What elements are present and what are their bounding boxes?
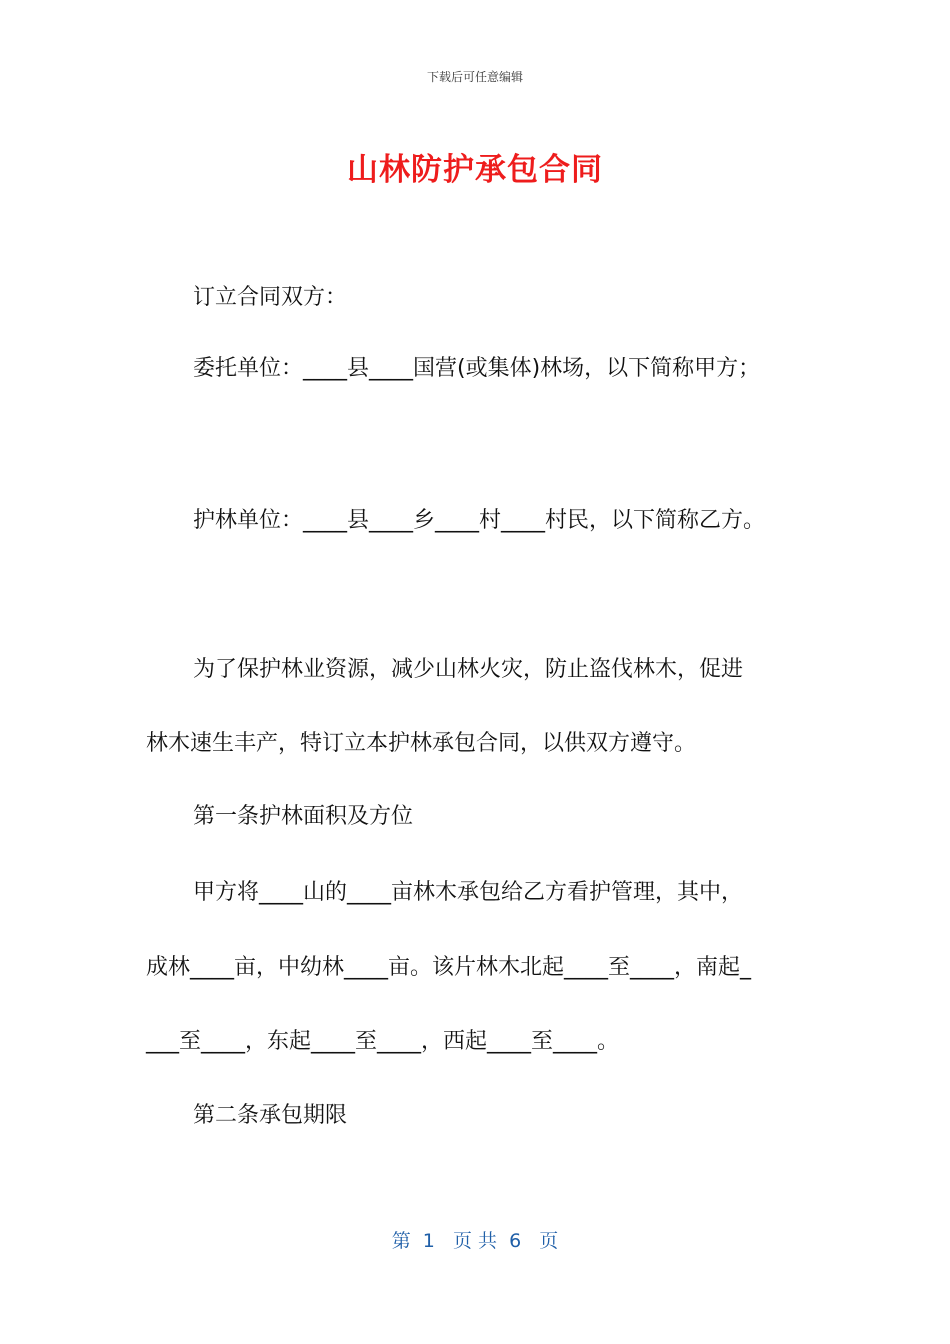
header-note: 下载后可任意编辑	[426, 70, 523, 84]
party-a-line: 委托单位：____县____国营(或集体)林场，以下简称甲方；	[193, 356, 761, 381]
document-title: 山林防护承包合同	[347, 152, 603, 188]
article-one-line-3: ___至____，东起____至____，西起____至____。	[146, 1029, 620, 1054]
article-one-line-2: 成林____亩，中幼林____亩。该片林木北起____至____，南起_	[146, 955, 752, 980]
party-b-line: 护林单位：____县____乡____村____村民，以下简称乙方。	[193, 508, 766, 533]
article-two-heading: 第二条承包期限	[193, 1103, 348, 1128]
article-one-heading: 第一条护林面积及方位	[193, 804, 414, 829]
contract-parties-heading: 订立合同双方：	[193, 285, 348, 310]
article-one-line-1: 甲方将____山的____亩林木承包给乙方看护管理，其中，	[193, 880, 744, 905]
page-footer: 第 1 页 共 6 页	[391, 1230, 559, 1252]
purpose-paragraph-line-2: 林木速生丰产，特订立本护林承包合同，以供双方遵守。	[146, 731, 697, 756]
purpose-paragraph-line-1: 为了保护林业资源，减少山林火灾，防止盗伐林木，促进	[193, 657, 744, 682]
